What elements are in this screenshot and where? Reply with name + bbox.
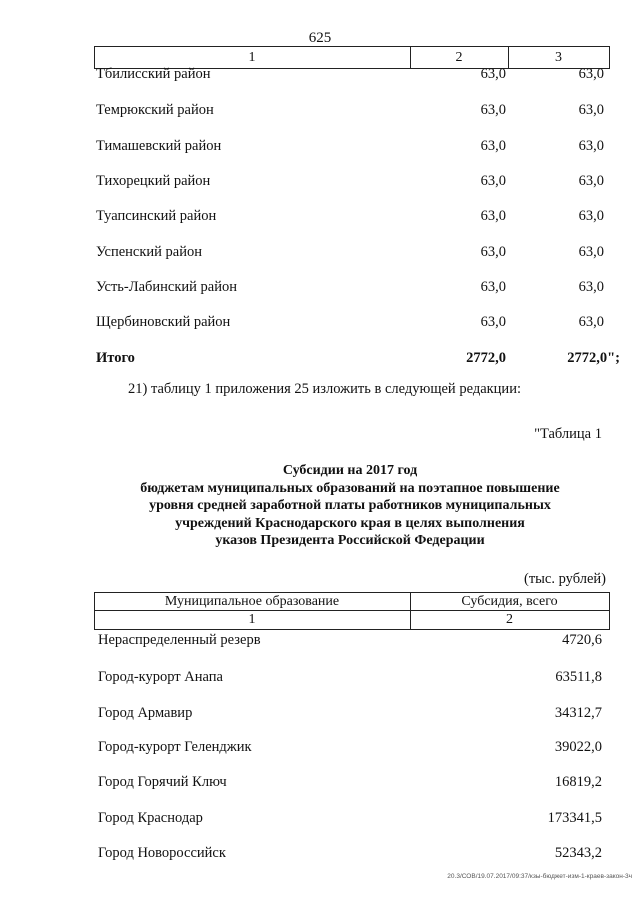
column-header-subsidy: Субсидия, всего: [461, 594, 558, 609]
value-col-3: 63,0: [578, 66, 604, 82]
table-row: [94, 102, 610, 122]
table-row: [94, 314, 610, 334]
title-line: учреждений Краснодарского края в целях выполнения: [175, 515, 525, 531]
table-row: [94, 66, 610, 86]
value-col-3: 63,0: [578, 138, 604, 154]
value-col-3: 63,0: [578, 102, 604, 118]
total-col-3: 2772,0";: [567, 350, 620, 366]
table-row: [94, 208, 610, 228]
value-col-2: 63,0: [480, 66, 506, 82]
column-header-municipality: Муниципальное образование: [164, 594, 340, 609]
total-label: Итого: [96, 350, 135, 366]
district-name: Усть-Лабинский район: [96, 279, 237, 295]
value-col-2: 63,0: [480, 314, 506, 330]
value-col-2: 63,0: [480, 173, 506, 189]
column-number-2: 2: [506, 612, 513, 627]
municipality-name: Город Армавир: [98, 705, 193, 721]
value-col-3: 63,0: [578, 279, 604, 295]
table-row: [94, 669, 610, 689]
table-row: [94, 138, 610, 158]
table-title: [60, 462, 640, 550]
table1-col-1: 1: [248, 50, 256, 65]
district-name: Тбилисский район: [96, 66, 211, 82]
value-col-2: 63,0: [480, 102, 506, 118]
subsidy-value: 16819,2: [554, 774, 602, 790]
table-row: [94, 845, 610, 865]
district-name: Темрюкский район: [96, 102, 214, 118]
page-number: 625: [308, 30, 332, 46]
table-total-row: [94, 350, 620, 370]
value-col-2: 63,0: [480, 138, 506, 154]
subsidy-value: 63511,8: [555, 669, 602, 685]
municipality-name: Город-курорт Анапа: [98, 669, 223, 685]
district-name: Тимашевский район: [96, 138, 222, 154]
table-label: "Таблица 1: [534, 426, 602, 442]
table-row: [94, 632, 610, 652]
title-line: указов Президента Российской Федерации: [215, 533, 485, 548]
title-line: бюджетам муниципальных образований на поэтапное повышение: [140, 480, 560, 496]
table2-header: [94, 592, 610, 630]
subsidy-value: 173341,5: [547, 810, 602, 826]
value-col-3: 63,0: [578, 208, 604, 224]
table-row: [94, 705, 610, 725]
column-number-1: 1: [248, 612, 256, 627]
document-footer-code: 20.3/СОВ/19.07.2017/09:37/кзы-бюджет-изм-1-краев-закон-3ч: [447, 873, 632, 880]
units-label: (тыс. рублей): [524, 571, 606, 587]
value-col-2: 63,0: [480, 279, 506, 295]
total-col-2: 2772,0: [466, 350, 506, 366]
table-row: [94, 279, 610, 299]
value-col-3: 63,0: [578, 244, 604, 260]
municipality-name: Нераспределенный резерв: [98, 632, 261, 648]
value-col-2: 63,0: [480, 244, 506, 260]
district-name: Тихорецкий район: [96, 173, 211, 189]
title-line: уровня средней заработной платы работников муниципальных: [149, 498, 551, 513]
subsidy-value: 4720,6: [562, 632, 602, 648]
table-row: [94, 810, 610, 830]
table-row: [94, 739, 610, 759]
table1-col-3: 3: [555, 50, 562, 65]
municipality-name: Город Краснодар: [98, 810, 203, 826]
value-col-3: 63,0: [578, 173, 604, 189]
subsidy-value: 52343,2: [554, 845, 602, 861]
table-row: [94, 774, 610, 794]
district-name: Успенский район: [96, 244, 202, 260]
district-name: Щербиновский район: [96, 314, 231, 330]
amendment-paragraph: 21) таблицу 1 приложения 25 изложить в следующей редакции:: [128, 381, 521, 397]
value-col-2: 63,0: [480, 208, 506, 224]
municipality-name: Город-курорт Геленджик: [98, 739, 252, 755]
district-name: Туапсинский район: [96, 208, 217, 224]
subsidy-value: 34312,7: [554, 705, 602, 721]
subsidy-value: 39022,0: [554, 739, 602, 755]
value-col-3: 63,0: [578, 314, 604, 330]
municipality-name: Город Горячий Ключ: [98, 774, 227, 790]
table1-col-2: 2: [455, 50, 463, 65]
table-row: [94, 173, 610, 193]
municipality-name: Город Новороссийск: [98, 845, 226, 861]
title-line: Субсидии на 2017 год: [282, 463, 418, 478]
table-row: [94, 244, 610, 264]
